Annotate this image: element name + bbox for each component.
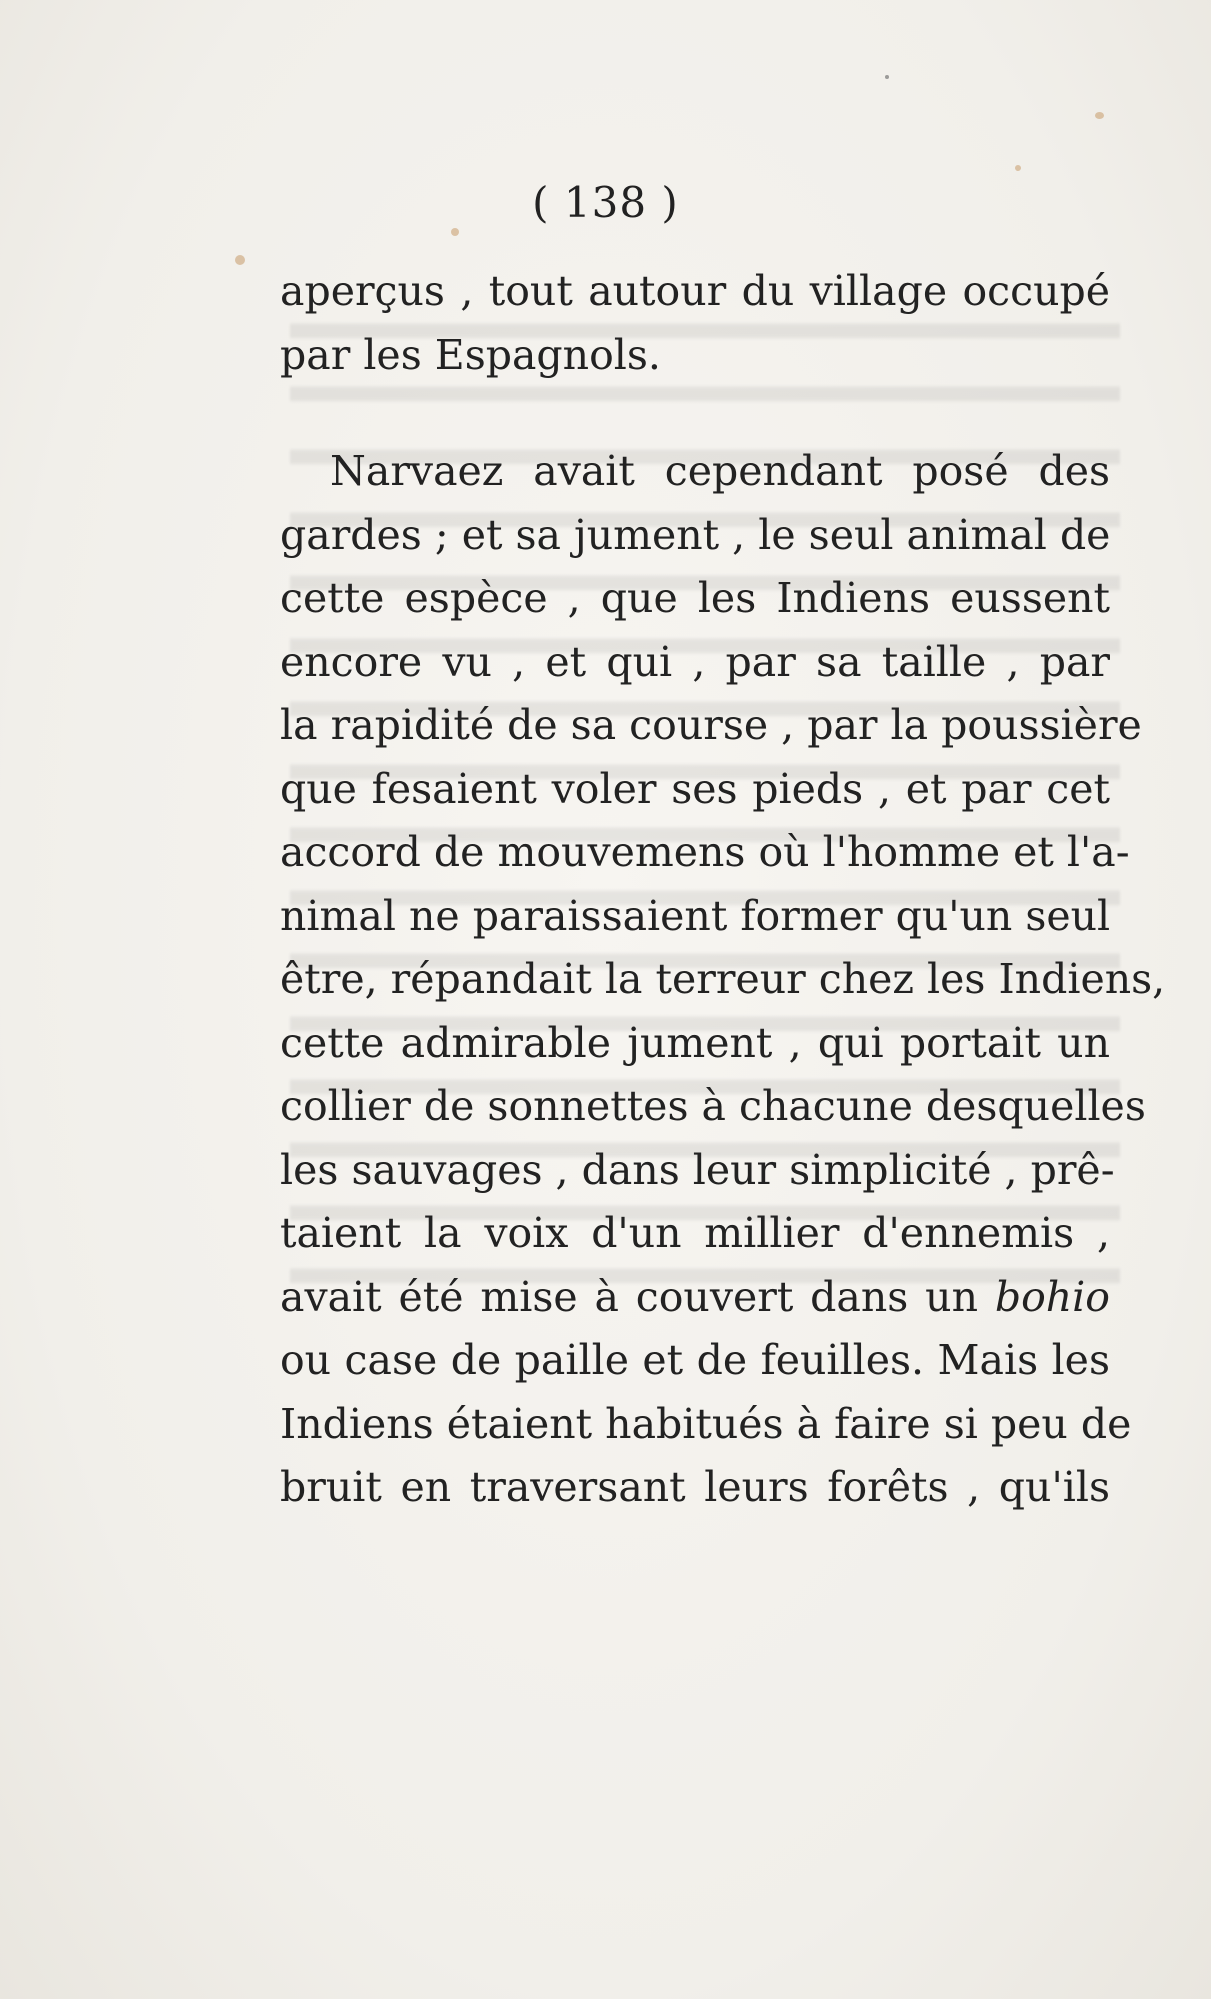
page-number: ( 138 ) bbox=[532, 178, 679, 227]
foxing-spot bbox=[1015, 165, 1021, 171]
text-line-with-italic bbox=[280, 1266, 1110, 1330]
text-line: que fesaient voler ses pieds , et par cet bbox=[280, 764, 1110, 813]
text-line: les sauvages , dans leur simplicité , prê- bbox=[280, 1145, 1115, 1194]
text-line: cette admirable jument , qui portait un bbox=[280, 1018, 1110, 1067]
text-line: être, répandait la terreur chez les Indiens, bbox=[280, 955, 1166, 1003]
text-line: Narvaez avait cependant posé des bbox=[330, 447, 1110, 495]
text-line: gardes ; et sa jument , le seul animal de bbox=[280, 510, 1111, 559]
italic-word: bohio bbox=[994, 1272, 1110, 1321]
foxing-spot bbox=[235, 255, 245, 265]
body-text bbox=[280, 260, 1166, 1520]
text-line: accord de mouvemens où l'homme et l'a- bbox=[280, 828, 1130, 876]
text-line: aperçus , tout autour du village occupé bbox=[280, 267, 1110, 315]
text-line: nimal ne paraissaient former qu'un seul bbox=[280, 891, 1111, 940]
text-line: bruit en traversant leurs forêts , qu'ils bbox=[280, 1463, 1110, 1511]
text-fragment: avait été mise à couvert dans un bbox=[280, 1272, 978, 1321]
text-line: taient la voix d'un millier d'ennemis , bbox=[280, 1209, 1110, 1257]
text-line: ou case de paille et de feuilles. Mais les bbox=[280, 1336, 1110, 1384]
paragraph-2 bbox=[280, 440, 1166, 1520]
foxing-spot bbox=[885, 75, 889, 79]
foxing-spot bbox=[451, 228, 459, 236]
text-line: la rapidité de sa course , par la poussière bbox=[280, 701, 1142, 749]
paragraph-1 bbox=[280, 260, 1110, 387]
text-line: collier de sonnettes à chacune desquelles bbox=[280, 1082, 1146, 1130]
foxing-spot bbox=[1095, 112, 1104, 119]
text-line: encore vu , et qui , par sa taille , par bbox=[280, 637, 1110, 686]
text-line: par les Espagnols. bbox=[280, 330, 661, 379]
text-line: cette espèce , que les Indiens eussent bbox=[280, 574, 1110, 622]
text-line: Indiens étaient habitués à faire si peu de bbox=[280, 1399, 1132, 1448]
